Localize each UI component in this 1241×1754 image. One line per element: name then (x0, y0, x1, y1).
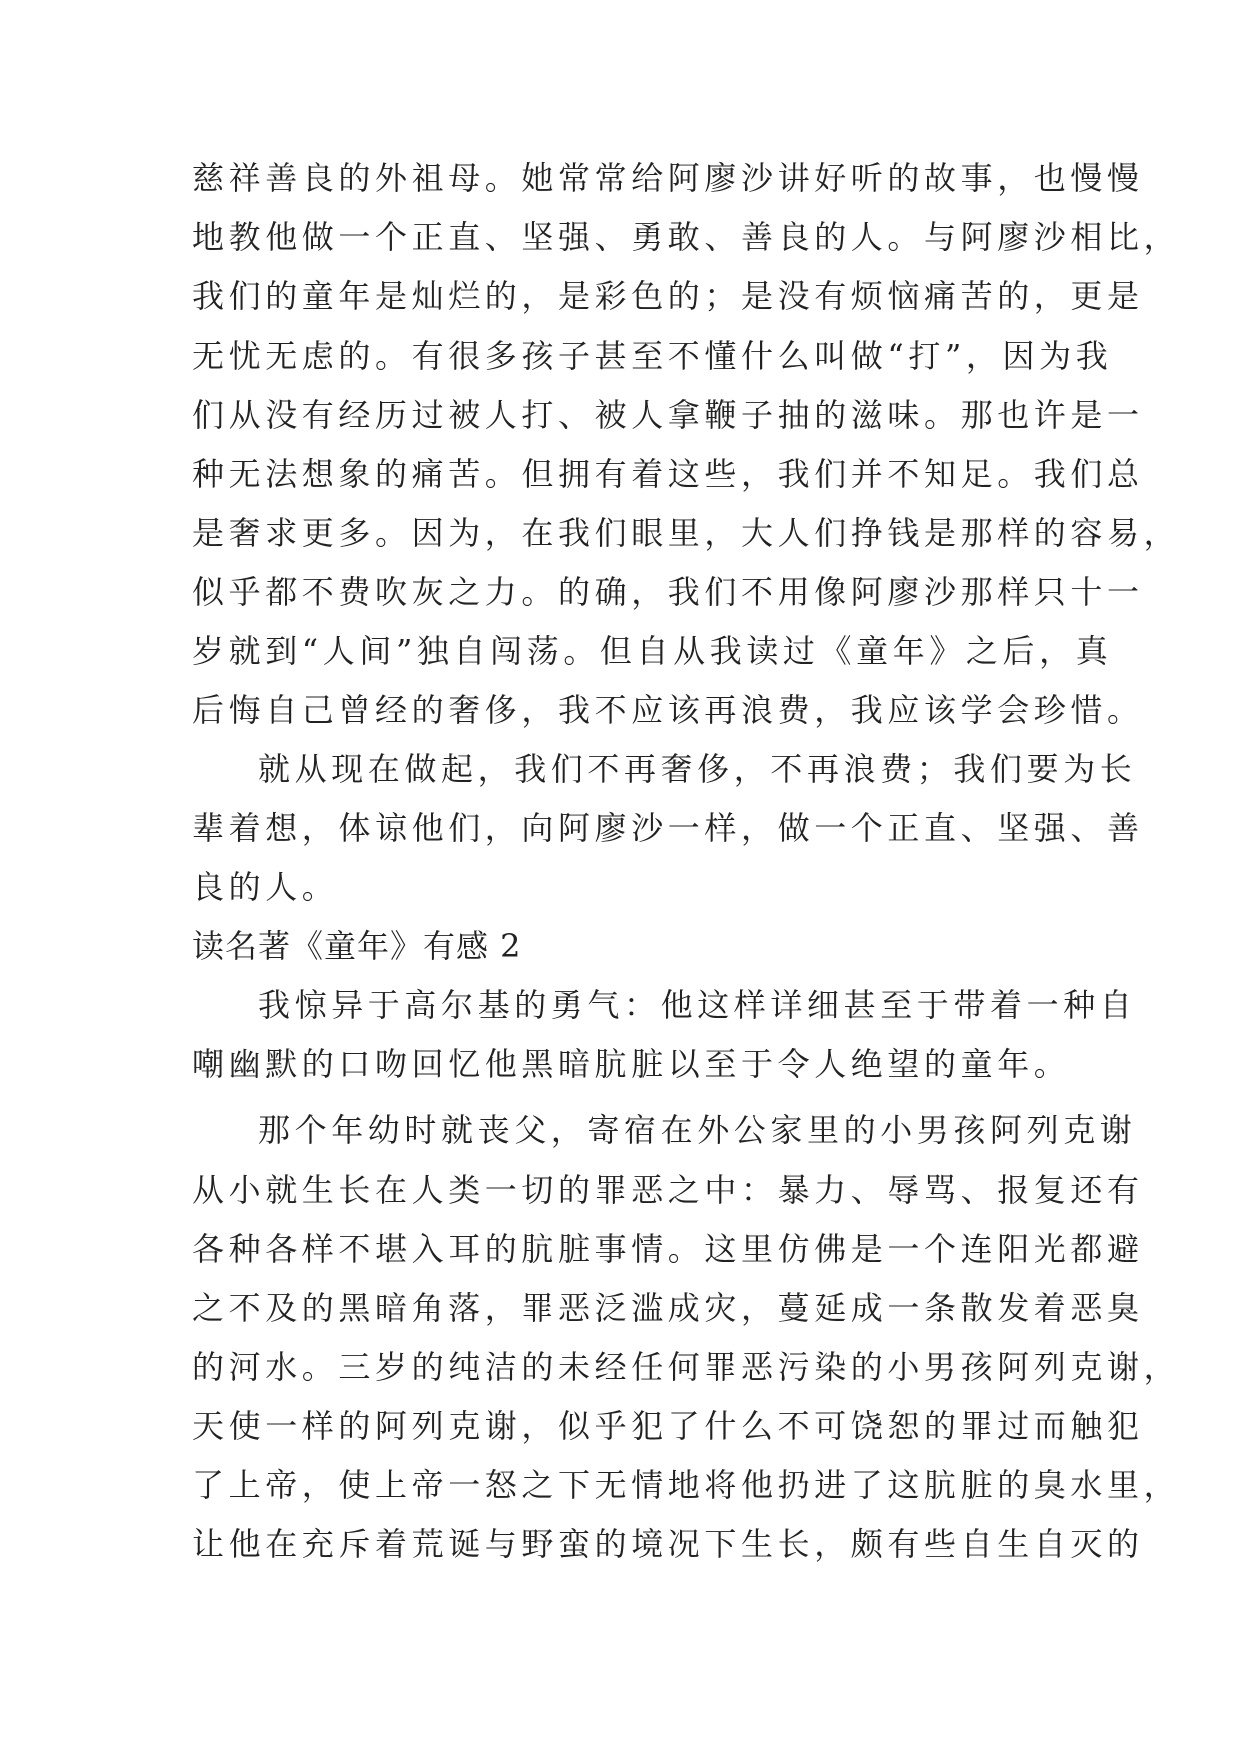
text-line: 让他在充斥着荒诞与野蛮的境况下生长，颇有些自生自灭的 (192, 1525, 1144, 1563)
text-line: 嘲幽默的口吻回忆他黑暗肮脏以至于令人绝望的童年。 (192, 1045, 1071, 1083)
text-line: 种无法想象的痛苦。但拥有着这些，我们并不知足。我们总 (192, 455, 1144, 493)
text-line: 辈着想，体谅他们，向阿廖沙一样，做一个正直、坚强、善 (192, 809, 1144, 847)
text-line: 天使一样的阿列克谢，似乎犯了什么不可饶恕的罪过而触犯 (192, 1407, 1144, 1445)
text-line: 后悔自己曾经的奢侈，我不应该再浪费，我应该学会珍惜。 (192, 691, 1144, 729)
text-line: 我们的童年是灿烂的，是彩色的；是没有烦恼痛苦的，更是 (192, 277, 1144, 315)
paragraph-first-line: 我惊异于高尔基的勇气：他这样详细甚至于带着一种自 (258, 986, 1137, 1024)
text-line: 良的人。 (192, 868, 339, 906)
paragraph-first-line: 那个年幼时就丧父，寄宿在外公家里的小男孩阿列克谢 (258, 1111, 1137, 1149)
text-line: 各种各样不堪入耳的肮脏事情。这里仿佛是一个连阳光都避 (192, 1230, 1144, 1268)
paragraph-first-line: 就从现在做起，我们不再奢侈，不再浪费；我们要为长 (258, 750, 1137, 788)
text-line: 之不及的黑暗角落，罪恶泛滥成灾，蔓延成一条散发着恶臭 (192, 1289, 1144, 1327)
text-line: 的河水。三岁的纯洁的未经任何罪恶污染的小男孩阿列克谢， (192, 1348, 1181, 1386)
text-line: 慈祥善良的外祖母。她常常给阿廖沙讲好听的故事，也慢慢 (192, 159, 1144, 197)
text-line: 无忧无虑的。有很多孩子甚至不懂什么叫做“打”，因为我 (192, 337, 1113, 375)
text-line: 地教他做一个正直、坚强、勇敢、善良的人。与阿廖沙相比， (192, 218, 1181, 256)
text-line: 似乎都不费吹灰之力。的确，我们不用像阿廖沙那样只十一 (192, 573, 1144, 611)
text-line: 们从没有经历过被人打、被人拿鞭子抽的滋味。那也许是一 (192, 396, 1144, 434)
text-line: 从小就生长在人类一切的罪恶之中：暴力、辱骂、报复还有 (192, 1171, 1144, 1209)
text-line: 岁就到“人间”独自闯荡。但自从我读过《童年》之后，真 (192, 632, 1113, 670)
text-line: 是奢求更多。因为，在我们眼里，大人们挣钱是那样的容易， (192, 514, 1181, 552)
section-heading: 读名著《童年》有感 2 (192, 927, 522, 965)
text-line: 了上帝，使上帝一怒之下无情地将他扔进了这肮脏的臭水里， (192, 1466, 1181, 1504)
